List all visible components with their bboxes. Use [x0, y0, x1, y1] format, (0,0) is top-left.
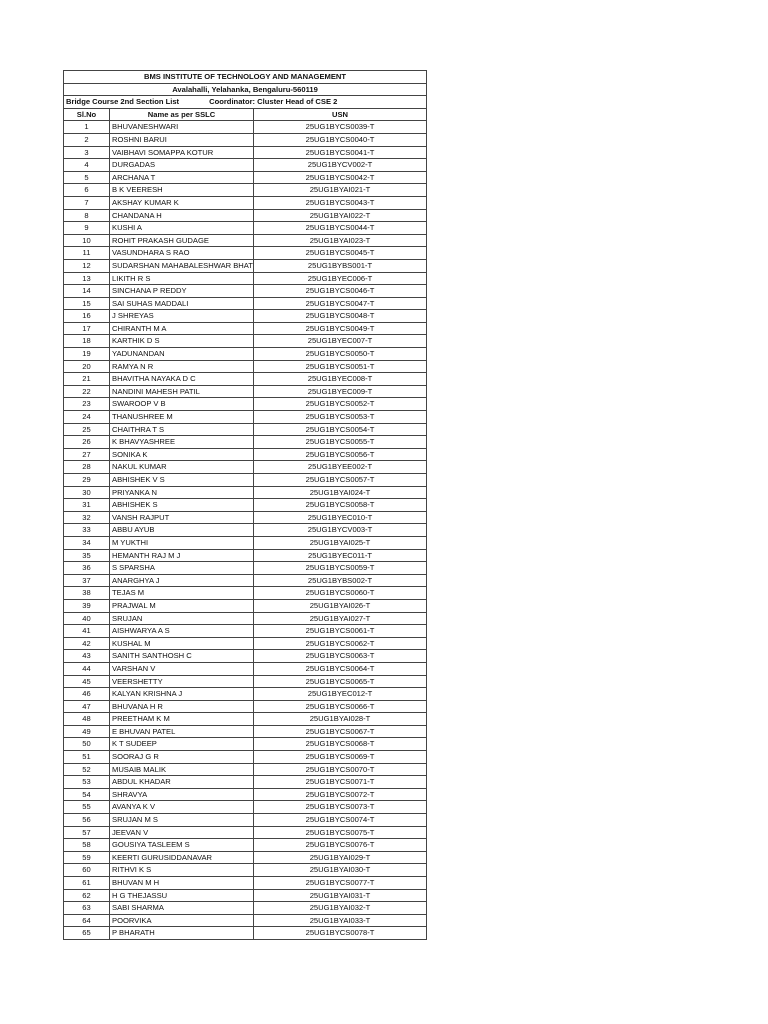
row-usn: 25UG1BYEC011-T [254, 549, 427, 562]
table-body [64, 71, 427, 940]
row-name: AKSHAY KUMAR K [110, 196, 254, 209]
column-header-name: Name as per SSLC [110, 108, 254, 121]
row-name: ROSHNI BARUI [110, 133, 254, 146]
row-usn: 25UG1BYCS0061-T [254, 625, 427, 638]
row-usn: 25UG1BYAI031-T [254, 889, 427, 902]
row-slno: 52 [64, 763, 110, 776]
row-usn: 25UG1BYAI025-T [254, 536, 427, 549]
table-row [64, 310, 427, 323]
table-row [64, 511, 427, 524]
row-name: LIKITH R S [110, 272, 254, 285]
row-name: RAMYA N R [110, 360, 254, 373]
row-slno: 24 [64, 411, 110, 424]
table-row [64, 159, 427, 172]
row-usn: 25UG1BYAI027-T [254, 612, 427, 625]
row-slno: 42 [64, 637, 110, 650]
row-usn: 25UG1BYAI026-T [254, 599, 427, 612]
table-row [64, 373, 427, 386]
table-row [64, 171, 427, 184]
row-usn: 25UG1BYCS0051-T [254, 360, 427, 373]
row-name: CHIRANTH M A [110, 322, 254, 335]
row-usn: 25UG1BYCS0056-T [254, 448, 427, 461]
row-usn: 25UG1BYCS0078-T [254, 927, 427, 940]
table-row [64, 196, 427, 209]
table-row [64, 234, 427, 247]
row-name: E BHUVAN PATEL [110, 725, 254, 738]
table-row [64, 599, 427, 612]
table-row [64, 524, 427, 537]
row-usn: 25UG1BYCS0071-T [254, 776, 427, 789]
row-slno: 22 [64, 385, 110, 398]
row-usn: 25UG1BYAI021-T [254, 184, 427, 197]
table-row [64, 814, 427, 827]
row-slno: 17 [64, 322, 110, 335]
row-usn: 25UG1BYCS0054-T [254, 423, 427, 436]
row-usn: 25UG1BYEC008-T [254, 373, 427, 386]
table-row [64, 133, 427, 146]
row-usn: 25UG1BYCS0072-T [254, 788, 427, 801]
row-name: SINCHANA P REDDY [110, 285, 254, 298]
row-slno: 56 [64, 814, 110, 827]
table-row [64, 776, 427, 789]
row-name: BHUVANESHWARI [110, 121, 254, 134]
row-slno: 33 [64, 524, 110, 537]
table-row [64, 461, 427, 474]
row-name: ABBU AYUB [110, 524, 254, 537]
table-row [64, 536, 427, 549]
row-name: K T SUDEEP [110, 738, 254, 751]
row-slno: 40 [64, 612, 110, 625]
row-slno: 46 [64, 688, 110, 701]
table-row [64, 637, 427, 650]
row-usn: 25UG1BYCS0047-T [254, 297, 427, 310]
row-usn: 25UG1BYCV003-T [254, 524, 427, 537]
row-usn: 25UG1BYEC006-T [254, 272, 427, 285]
row-slno: 58 [64, 839, 110, 852]
row-name: YADUNANDAN [110, 348, 254, 361]
table-row [64, 700, 427, 713]
table-row [64, 297, 427, 310]
row-name: HEMANTH RAJ M J [110, 549, 254, 562]
table-row [64, 436, 427, 449]
table-row [64, 209, 427, 222]
row-slno: 63 [64, 902, 110, 915]
column-header-slno: Sl.No [64, 108, 110, 121]
row-slno: 36 [64, 562, 110, 575]
student-list-table [63, 70, 427, 940]
row-slno: 26 [64, 436, 110, 449]
row-name: CHANDANA H [110, 209, 254, 222]
row-usn: 25UG1BYAI028-T [254, 713, 427, 726]
row-name: PRIYANKA N [110, 486, 254, 499]
row-slno: 10 [64, 234, 110, 247]
table-row [64, 763, 427, 776]
row-slno: 16 [64, 310, 110, 323]
row-slno: 45 [64, 675, 110, 688]
row-usn: 25UG1BYCS0057-T [254, 474, 427, 487]
table-row [64, 348, 427, 361]
table-row [64, 625, 427, 638]
row-name: ABHISHEK V S [110, 474, 254, 487]
row-name: KUSHAL M [110, 637, 254, 650]
table-row [64, 927, 427, 940]
row-usn: 25UG1BYCS0039-T [254, 121, 427, 134]
table-row [64, 385, 427, 398]
row-name: ABHISHEK S [110, 499, 254, 512]
row-slno: 2 [64, 133, 110, 146]
table-row [64, 738, 427, 751]
row-usn: 25UG1BYCS0046-T [254, 285, 427, 298]
row-usn: 25UG1BYCS0045-T [254, 247, 427, 260]
table-row [64, 725, 427, 738]
table-row [64, 612, 427, 625]
row-slno: 13 [64, 272, 110, 285]
table-row [64, 877, 427, 890]
row-name: M YUKTHI [110, 536, 254, 549]
table-row [64, 259, 427, 272]
row-usn: 25UG1BYCS0052-T [254, 398, 427, 411]
row-name: K BHAVYASHREE [110, 436, 254, 449]
row-slno: 65 [64, 927, 110, 940]
row-slno: 3 [64, 146, 110, 159]
row-usn: 25UG1BYAI029-T [254, 851, 427, 864]
table-row [64, 688, 427, 701]
row-name: GOUSIYA TASLEEM S [110, 839, 254, 852]
row-slno: 37 [64, 574, 110, 587]
row-slno: 53 [64, 776, 110, 789]
row-usn: 25UG1BYCS0050-T [254, 348, 427, 361]
table-row [64, 499, 427, 512]
table-row [64, 360, 427, 373]
table-row [64, 247, 427, 260]
row-slno: 30 [64, 486, 110, 499]
row-usn: 25UG1BYCS0041-T [254, 146, 427, 159]
table-row [64, 222, 427, 235]
column-header-row [64, 108, 427, 121]
row-slno: 7 [64, 196, 110, 209]
row-usn: 25UG1BYCS0068-T [254, 738, 427, 751]
row-slno: 20 [64, 360, 110, 373]
row-slno: 57 [64, 826, 110, 839]
coordinator-label: Coordinator: Cluster Head of CSE 2 [209, 97, 338, 107]
row-usn: 25UG1BYCS0044-T [254, 222, 427, 235]
row-usn: 25UG1BYCS0066-T [254, 700, 427, 713]
row-name: BHAVITHA NAYAKA D C [110, 373, 254, 386]
row-usn: 25UG1BYAI032-T [254, 902, 427, 915]
row-usn: 25UG1BYAI030-T [254, 864, 427, 877]
row-name: B K VEERESH [110, 184, 254, 197]
row-slno: 14 [64, 285, 110, 298]
row-slno: 60 [64, 864, 110, 877]
row-slno: 6 [64, 184, 110, 197]
row-usn: 25UG1BYCS0048-T [254, 310, 427, 323]
row-name: SRUJAN M S [110, 814, 254, 827]
row-slno: 48 [64, 713, 110, 726]
table-row [64, 562, 427, 575]
table-row [64, 322, 427, 335]
row-name: CHAITHRA T S [110, 423, 254, 436]
list-info-row [64, 96, 427, 109]
row-slno: 54 [64, 788, 110, 801]
table-row [64, 801, 427, 814]
row-name: POORVIKA [110, 914, 254, 927]
row-name: SWAROOP V B [110, 398, 254, 411]
row-slno: 61 [64, 877, 110, 890]
row-usn: 25UG1BYCS0058-T [254, 499, 427, 512]
row-slno: 43 [64, 650, 110, 663]
row-name: J SHREYAS [110, 310, 254, 323]
row-slno: 49 [64, 725, 110, 738]
row-usn: 25UG1BYBS001-T [254, 259, 427, 272]
row-slno: 29 [64, 474, 110, 487]
row-slno: 1 [64, 121, 110, 134]
row-name: KALYAN KRISHNA J [110, 688, 254, 701]
row-name: H G THEJASSU [110, 889, 254, 902]
row-name: RITHVI K S [110, 864, 254, 877]
row-usn: 25UG1BYCS0077-T [254, 877, 427, 890]
row-slno: 51 [64, 751, 110, 764]
table-row [64, 272, 427, 285]
row-name: PRAJWAL M [110, 599, 254, 612]
table-row [64, 398, 427, 411]
table-row [64, 713, 427, 726]
row-usn: 25UG1BYAI023-T [254, 234, 427, 247]
row-name: NANDINI MAHESH PATIL [110, 385, 254, 398]
row-usn: 25UG1BYCS0063-T [254, 650, 427, 663]
table-row [64, 851, 427, 864]
row-name: S SPARSHA [110, 562, 254, 575]
row-slno: 19 [64, 348, 110, 361]
row-usn: 25UG1BYCS0060-T [254, 587, 427, 600]
column-header-usn: USN [254, 108, 427, 121]
row-usn: 25UG1BYCS0043-T [254, 196, 427, 209]
row-slno: 41 [64, 625, 110, 638]
row-name: SOORAJ G R [110, 751, 254, 764]
row-name: SABI SHARMA [110, 902, 254, 915]
row-name: SHRAVYA [110, 788, 254, 801]
list-title: Bridge Course 2nd Section List [66, 97, 180, 107]
institute-address: Avalahalli, Yelahanka, Bengaluru-560119 [64, 83, 427, 96]
row-usn: 25UG1BYCS0059-T [254, 562, 427, 575]
row-slno: 4 [64, 159, 110, 172]
row-slno: 9 [64, 222, 110, 235]
row-name: KUSHI A [110, 222, 254, 235]
institute-name: BMS INSTITUTE OF TECHNOLOGY AND MANAGEMENT [64, 71, 427, 84]
table-row [64, 574, 427, 587]
row-usn: 25UG1BYCS0070-T [254, 763, 427, 776]
list-info-cell [64, 96, 427, 109]
row-slno: 21 [64, 373, 110, 386]
row-slno: 59 [64, 851, 110, 864]
row-name: VEERSHETTY [110, 675, 254, 688]
table-row [64, 839, 427, 852]
row-slno: 18 [64, 335, 110, 348]
row-usn: 25UG1BYCS0069-T [254, 751, 427, 764]
row-usn: 25UG1BYCV002-T [254, 159, 427, 172]
row-slno: 23 [64, 398, 110, 411]
row-slno: 55 [64, 801, 110, 814]
row-name: VANSH RAJPUT [110, 511, 254, 524]
table-row [64, 411, 427, 424]
row-name: P BHARATH [110, 927, 254, 940]
row-usn: 25UG1BYEE002-T [254, 461, 427, 474]
row-name: SANITH SANTHOSH C [110, 650, 254, 663]
table-row [64, 146, 427, 159]
row-usn: 25UG1BYEC009-T [254, 385, 427, 398]
table-row [64, 864, 427, 877]
row-slno: 50 [64, 738, 110, 751]
row-name: TEJAS M [110, 587, 254, 600]
row-name: ANARGHYA J [110, 574, 254, 587]
row-usn: 25UG1BYBS002-T [254, 574, 427, 587]
row-usn: 25UG1BYAI033-T [254, 914, 427, 927]
table-row [64, 184, 427, 197]
row-usn: 25UG1BYCS0076-T [254, 839, 427, 852]
row-name: AISHWARYA A S [110, 625, 254, 638]
row-name: KARTHIK D S [110, 335, 254, 348]
row-name: ARCHANA T [110, 171, 254, 184]
row-slno: 11 [64, 247, 110, 260]
row-slno: 28 [64, 461, 110, 474]
table-row [64, 650, 427, 663]
row-slno: 8 [64, 209, 110, 222]
row-slno: 44 [64, 662, 110, 675]
row-usn: 25UG1BYAI022-T [254, 209, 427, 222]
row-usn: 25UG1BYEC007-T [254, 335, 427, 348]
row-name: SONIKA K [110, 448, 254, 461]
row-slno: 32 [64, 511, 110, 524]
row-name: SAI SUHAS MADDALI [110, 297, 254, 310]
row-usn: 25UG1BYEC010-T [254, 511, 427, 524]
table-row [64, 751, 427, 764]
table-row [64, 902, 427, 915]
table-row [64, 423, 427, 436]
row-usn: 25UG1BYCS0040-T [254, 133, 427, 146]
row-slno: 31 [64, 499, 110, 512]
row-usn: 25UG1BYCS0053-T [254, 411, 427, 424]
table-row [64, 662, 427, 675]
table-row [64, 486, 427, 499]
table-row [64, 889, 427, 902]
row-slno: 25 [64, 423, 110, 436]
row-usn: 25UG1BYCS0049-T [254, 322, 427, 335]
table-row [64, 448, 427, 461]
row-usn: 25UG1BYCS0064-T [254, 662, 427, 675]
row-usn: 25UG1BYCS0067-T [254, 725, 427, 738]
row-usn: 25UG1BYCS0042-T [254, 171, 427, 184]
row-slno: 47 [64, 700, 110, 713]
table-row [64, 788, 427, 801]
row-usn: 25UG1BYCS0062-T [254, 637, 427, 650]
row-usn: 25UG1BYCS0073-T [254, 801, 427, 814]
row-usn: 25UG1BYCS0055-T [254, 436, 427, 449]
row-slno: 38 [64, 587, 110, 600]
address-row [64, 83, 427, 96]
row-usn: 25UG1BYCS0075-T [254, 826, 427, 839]
table-row [64, 675, 427, 688]
row-slno: 62 [64, 889, 110, 902]
table-row [64, 285, 427, 298]
row-usn: 25UG1BYCS0065-T [254, 675, 427, 688]
row-name: NAKUL KUMAR [110, 461, 254, 474]
row-name: ABDUL KHADAR [110, 776, 254, 789]
row-name: THANUSHREE M [110, 411, 254, 424]
row-name: SRUJAN [110, 612, 254, 625]
table-row [64, 121, 427, 134]
row-name: ROHIT PRAKASH GUDAGE [110, 234, 254, 247]
row-slno: 35 [64, 549, 110, 562]
row-name: PREETHAM K M [110, 713, 254, 726]
row-name: BHUVAN M H [110, 877, 254, 890]
row-slno: 15 [64, 297, 110, 310]
table-row [64, 474, 427, 487]
row-usn: 25UG1BYCS0074-T [254, 814, 427, 827]
row-slno: 27 [64, 448, 110, 461]
row-name: KEERTI GURUSIDDANAVAR [110, 851, 254, 864]
row-usn: 25UG1BYAI024-T [254, 486, 427, 499]
row-name: VARSHAN V [110, 662, 254, 675]
table-row [64, 549, 427, 562]
row-slno: 34 [64, 536, 110, 549]
row-usn: 25UG1BYEC012-T [254, 688, 427, 701]
table-row [64, 587, 427, 600]
institute-row [64, 71, 427, 84]
row-name: BHUVANA H R [110, 700, 254, 713]
row-name: AVANYA K V [110, 801, 254, 814]
row-name: VASUNDHARA S RAO [110, 247, 254, 260]
row-name: SUDARSHAN MAHABALESHWAR BHAT [110, 259, 254, 272]
row-name: JEEVAN V [110, 826, 254, 839]
row-slno: 64 [64, 914, 110, 927]
row-slno: 12 [64, 259, 110, 272]
row-name: DURGADAS [110, 159, 254, 172]
row-slno: 5 [64, 171, 110, 184]
row-name: MUSAIB MALIK [110, 763, 254, 776]
table-row [64, 826, 427, 839]
table-row [64, 914, 427, 927]
table-row [64, 335, 427, 348]
row-name: VAIBHAVI SOMAPPA KOTUR [110, 146, 254, 159]
row-slno: 39 [64, 599, 110, 612]
